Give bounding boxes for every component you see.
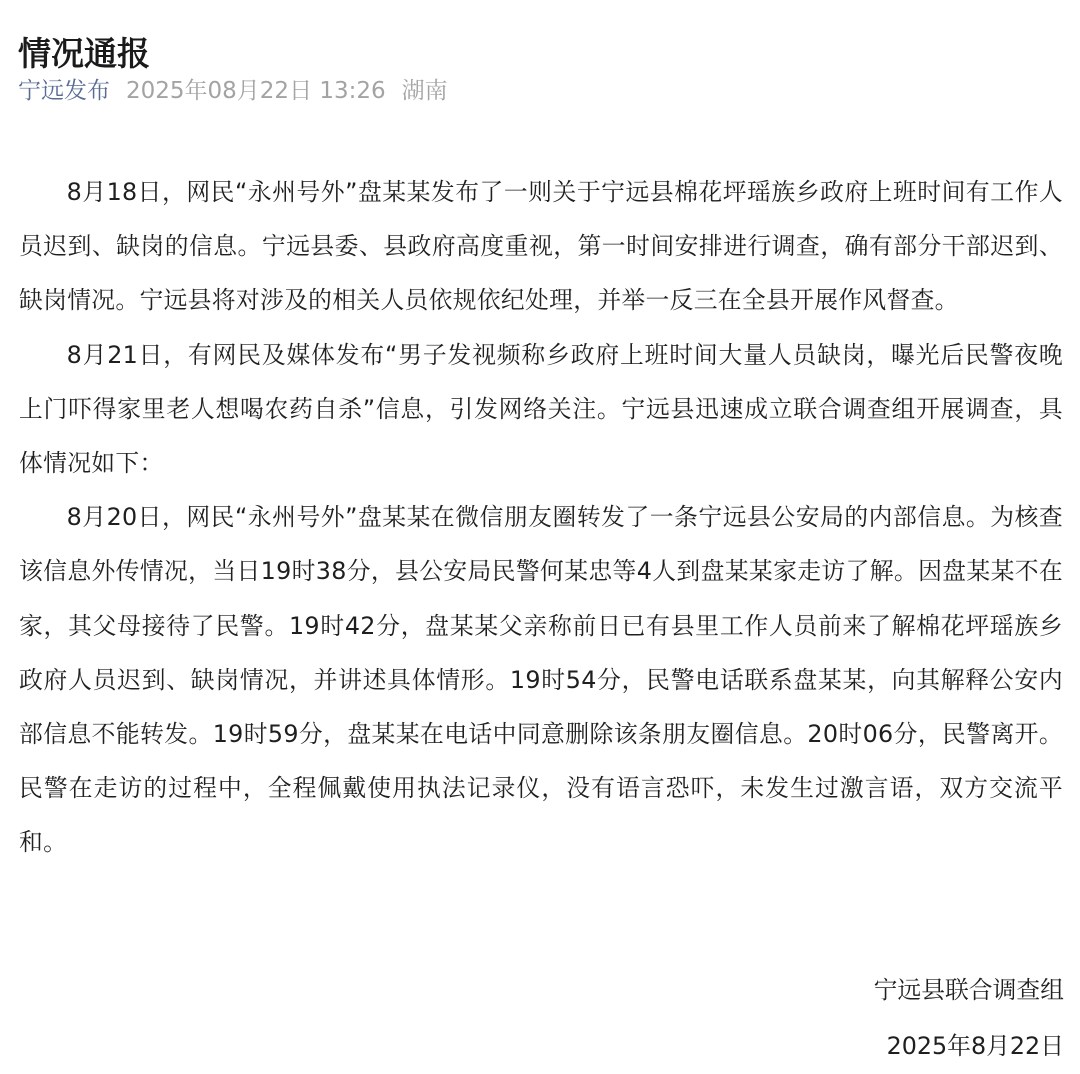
signature-date: 2025年8月22日 <box>886 1032 1064 1060</box>
publish-region: 湖南 <box>401 78 448 104</box>
article-meta <box>18 74 448 108</box>
publish-datetime: 2025年08月22日 13:26 <box>126 78 386 104</box>
article-body <box>19 165 1063 870</box>
article-title: 情况通报 <box>18 34 150 74</box>
paragraph-2: 8月21日，有网民及媒体发布“男子发视频称乡政府上班时间大量人员缺岗，曝光后民警夜晚上门吓得家里老人想喝农药自杀”信息，引发网络关注。宁远县迅速成立联合调查组开展调查，具体情况如下： <box>19 340 1063 478</box>
signature-block <box>874 962 1064 1074</box>
paragraph-1: 8月18日，网民“永州号外”盘某某发布了一则关于宁远县棉花坪瑶族乡政府上班时间有工作人员迟到、缺岗的信息。宁远县委、县政府高度重视，第一时间安排进行调查，确有部分干部迟到、缺岗情况。宁远县将对涉及的相关人员依规依纪处理，并举一反三在全县开展作风督查。 <box>19 178 1063 315</box>
paragraph-3: 8月20日，网民“永州号外”盘某某在微信朋友圈转发了一条宁远县公安局的内部信息。为核查该信息外传情况，当日19时38分，县公安局民警何某忠等4人到盘某某家走访了解。因盘某某不在家，其父母接待了民警。19时42分，盘某某父亲称前日已有县里工作人员前来了解棉花坪瑶族乡政府人员迟到、缺岗情况，并讲述具体情形。19时54分，民警电话联系盘某某，向其解释公安内部信息不能转发。19时59分，盘某某在电话中同意删除该条朋友圈信息。20时06分，民警离开。民警在走访的过程中，全程佩戴使用执法记录仪，没有语言恐吓，未发生过激言语，双方交流平和。 <box>19 503 1063 857</box>
source-account-link[interactable]: 宁远发布 <box>18 78 110 104</box>
signature-org: 宁远县联合调查组 <box>873 976 1064 1004</box>
